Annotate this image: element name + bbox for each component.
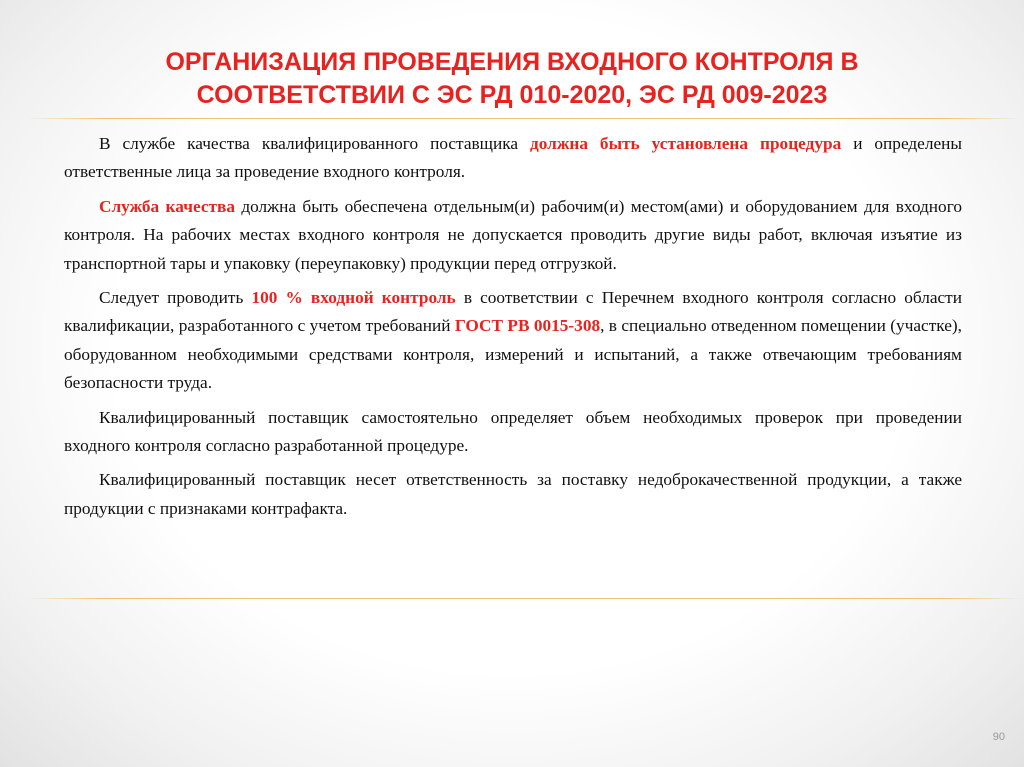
highlight-quality-service: Служба качества bbox=[99, 196, 235, 216]
paragraph-scope bbox=[64, 404, 962, 461]
paragraph-procedure bbox=[64, 130, 962, 187]
title-divider bbox=[25, 118, 1024, 119]
paragraph-text: , в специально отведенном помещении (участке), оборудованном необходимыми средствами контроля, измерений и испытаний, а также отвечающим требованиям безопасности труда. bbox=[64, 316, 962, 393]
paragraph-full-inspection bbox=[64, 284, 962, 398]
highlight-gost: ГОСТ РВ 0015-308 bbox=[454, 316, 601, 336]
slide-title-line-1: ОРГАНИЗАЦИЯ ПРОВЕДЕНИЯ ВХОДНОГО КОНТРОЛЯ В bbox=[165, 48, 859, 76]
slide-title bbox=[60, 46, 964, 112]
highlight-procedure: должна быть установлена процедура bbox=[529, 134, 842, 153]
paragraph-text: Квалифицированный поставщик самостоятельно определяет объем необходимых проверок при проведении входного контроля согласно разработанной процедуре. bbox=[64, 407, 962, 456]
paragraph-text: Квалифицированный поставщик несет ответственность за поставку недоброкачественной продукции, а также продукции с признаками контрафакта. bbox=[64, 470, 962, 518]
slide-title-line-2: СООТВЕТСТВИИ С ЭС РД 010-2020, ЭС РД 009-2023 bbox=[196, 81, 828, 109]
paragraph-text: в соответствии с Перечнем входного контроля согласно области квалификации, разработанного с учетом требований bbox=[64, 288, 962, 336]
paragraph-quality-service bbox=[64, 193, 962, 278]
paragraph-text: и определены ответственные лица за проведение входного контроля. bbox=[64, 134, 963, 182]
paragraph-text: В службе качества квалифицированного поставщика bbox=[99, 134, 530, 153]
footer-divider bbox=[25, 598, 1024, 599]
highlight-full-inspection: 100 % входной контроль bbox=[251, 288, 456, 308]
paragraph-text: Следует проводить bbox=[99, 288, 252, 308]
page-number: 90 bbox=[992, 731, 1005, 743]
paragraph-text: должна быть обеспечена отдельным(и) рабочим(и) местом(ами) и оборудованием для входного контроля. На рабочих местах входного контроля не допускается проводить другие виды работ, включая изъятие из транспортной тары и упаковку (переупаковку) продукции перед отгрузкой. bbox=[64, 196, 962, 273]
paragraph-responsibility bbox=[64, 466, 962, 523]
slide-body bbox=[64, 130, 962, 529]
